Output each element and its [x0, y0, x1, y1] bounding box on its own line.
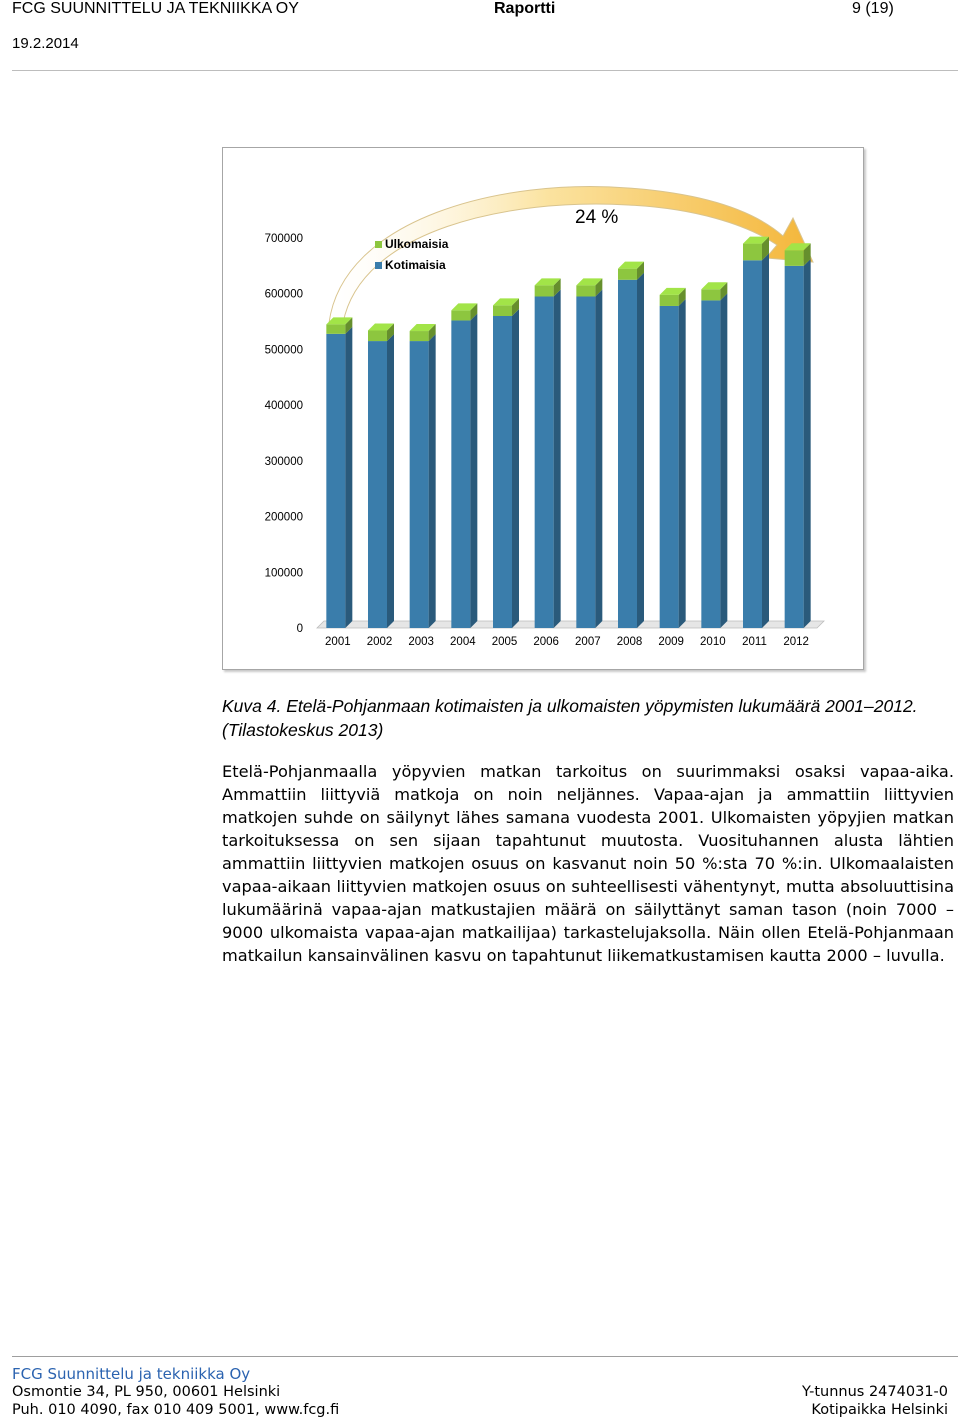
footer-address: Osmontie 34, PL 950, 00601 Helsinki	[12, 1384, 281, 1400]
x-tick-label: 2002	[366, 636, 393, 648]
bar-ulkomaisia	[576, 285, 595, 296]
y-tick-label: 500000	[264, 344, 303, 357]
footer-phone: Puh. 010 4090, fax 010 409 5001, www.fcg.fi	[12, 1402, 340, 1418]
bar-kotimaisia	[701, 300, 720, 628]
growth-annotation: 24 %	[575, 207, 619, 228]
legend-label: Ulkomaisia	[385, 237, 449, 251]
x-tick-label: 2006	[533, 636, 559, 648]
bar-kotimaisia-side	[429, 334, 436, 628]
bar-kotimaisia	[493, 316, 512, 628]
bar-kotimaisia	[743, 260, 762, 628]
x-tick-label: 2003	[408, 636, 434, 648]
page-header	[0, 0, 960, 72]
bar-ulkomaisia	[660, 295, 679, 306]
y-tick-label: 200000	[264, 511, 303, 524]
bar-chart	[223, 148, 863, 669]
header-divider	[12, 70, 958, 71]
bar-ulkomaisia	[493, 305, 512, 316]
y-tick-label: 100000	[264, 567, 303, 580]
bar-kotimaisia-side	[470, 313, 477, 628]
header-company: FCG SUUNNITTELU JA TEKNIIKKA OY	[12, 0, 299, 17]
x-tick-label: 2008	[616, 636, 643, 648]
bar-kotimaisia	[660, 306, 679, 628]
bar-ulkomaisia	[326, 324, 345, 333]
bar-kotimaisia	[368, 341, 387, 628]
figure-caption: Kuva 4. Etelä-Pohjanmaan kotimaisten ja ulkomaisten yöpymisten lukumäärä 2001–2012. (Tilastokeskus 2013)	[222, 696, 918, 740]
bar-kotimaisia	[618, 280, 637, 628]
bar-ulkomaisia	[368, 330, 387, 341]
header-doc-type: Raportti	[494, 0, 556, 17]
bar-ulkomaisia	[785, 250, 804, 266]
bar-kotimaisia	[576, 297, 595, 629]
x-tick-label: 2005	[491, 636, 518, 648]
footer-company: FCG Suunnittelu ja tekniikka Oy	[12, 1365, 251, 1383]
growth-arrow	[329, 187, 813, 323]
x-tick-label: 2012	[783, 636, 809, 648]
legend-label: Kotimaisia	[385, 258, 446, 272]
bar-kotimaisia	[785, 266, 804, 628]
bar-ulkomaisia	[701, 289, 720, 300]
bar-kotimaisia-side	[720, 293, 727, 628]
bar-kotimaisia-side	[679, 299, 686, 628]
x-tick-label: 2010	[700, 636, 726, 648]
bar-kotimaisia	[451, 320, 470, 628]
bar-kotimaisia-side	[804, 259, 811, 628]
y-tick-label: 0	[296, 623, 303, 635]
bar-ulkomaisia	[451, 310, 470, 320]
bar-kotimaisia-side	[345, 327, 352, 628]
bar-kotimaisia	[410, 341, 429, 628]
bar-kotimaisia	[535, 297, 554, 629]
x-tick-label: 2011	[742, 636, 767, 648]
bar-kotimaisia-side	[595, 290, 602, 629]
bar-ulkomaisia	[618, 269, 637, 280]
growth-arrow-shape	[329, 187, 813, 323]
y-tick-label: 600000	[264, 288, 303, 301]
bar-kotimaisia-side	[762, 253, 769, 628]
bar-ulkomaisia	[410, 331, 429, 341]
x-tick-label: 2009	[658, 636, 684, 648]
chart-frame	[222, 147, 864, 670]
y-tick-label: 700000	[264, 233, 303, 245]
x-tick-label: 2001	[325, 636, 351, 648]
footer-business-id: Y-tunnus 2474031-0	[801, 1384, 948, 1400]
body-paragraph: Etelä-Pohjanmaalla yöpyvien matkan tarkoitus on suurimmaksi osaksi vapaa-aika. Ammattiin liittyviä matkoja on noin neljännes. Vapaa-ajan ja ammattiin liittyvien matkojen suhde on säilynyt lähes samana vuodesta 2001. Ulkomaisten yöpyjien matkan tarkoituksessa on sen sijaan tapahtunut muutosta. Vuosituhannen alusta lähtien ammattiin liittyvien matkojen osuus on kasvanut noin 50 %:sta 70 %:in. Ulkomaalaisten vapaa-aikaan liittyvien matkojen osuus on suhteellisesti vähentynyt, mutta absoluuttisina lukumäärinä vapaa-ajan matkustajien määrä on säilyttänyt saman tason (noin 7000 – 9000 ulkomaista vapaa-ajan matkailijaa) tarkastelujaksolla. Näin ollen Etelä-Pohjanmaan matkailun kansainvälinen kasvu on tapahtunut liikematkustamisen kautta 2000 – luvulla.	[222, 762, 954, 965]
bar-kotimaisia-side	[554, 290, 561, 629]
header-date: 19.2.2014	[12, 35, 79, 52]
bar-ulkomaisia	[535, 285, 554, 296]
legend-swatch	[375, 241, 382, 248]
footer-divider	[12, 1356, 958, 1357]
legend-swatch	[375, 262, 382, 269]
y-tick-label: 300000	[264, 455, 303, 468]
x-tick-label: 2004	[450, 636, 476, 648]
bar-kotimaisia-side	[637, 273, 644, 628]
x-tick-label: 2007	[575, 636, 601, 648]
bar-kotimaisia-side	[512, 309, 519, 628]
header-page-number: 9 (19)	[852, 0, 894, 17]
bar-ulkomaisia	[743, 244, 762, 261]
bar-kotimaisia-side	[387, 334, 394, 628]
bar-kotimaisia	[326, 334, 345, 628]
y-tick-label: 400000	[264, 400, 303, 413]
footer-home-city: Kotipaikka Helsinki	[811, 1402, 948, 1418]
